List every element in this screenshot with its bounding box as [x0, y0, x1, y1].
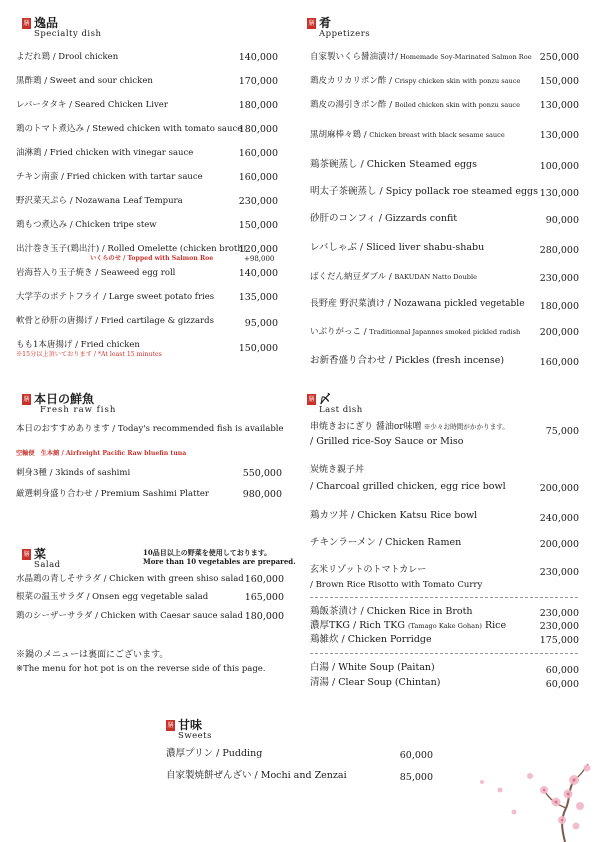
menu-price: 180,000: [238, 124, 278, 135]
menu-item: レバータタキ / Seared Chicken Liver: [16, 100, 168, 110]
menu-price: 60,000: [399, 750, 433, 761]
item-name-en: Homemade Soy-Marinated Salmon Roe: [397, 53, 532, 61]
menu-item: よだれ鶏 / Drool chicken: [16, 52, 119, 62]
item-name: 鶏皮カリカリポン酢 /: [310, 76, 395, 86]
menu-price: 980,000: [242, 489, 282, 500]
tuna-note: 空輸便 生本鮪 / Airfreight Pacific Raw bluefin tuna: [16, 450, 187, 457]
menu-price: 150,000: [238, 220, 278, 231]
menu-item: 鶏雑炊 / Chicken Porridge: [310, 634, 432, 645]
menu-price: 120,000: [238, 244, 278, 255]
item-name: 明太子茶碗蒸し / Spicy pollack roe steamed eggs: [310, 186, 538, 197]
menu-item: 黒酢鶏 / Sweet and sour chicken: [16, 76, 153, 86]
menu-price: 230,000: [539, 621, 579, 632]
menu-item: [310, 327, 520, 338]
menu-item: 軟骨と砂肝の唐揚げ / Fried cartilage & gizzards: [16, 316, 214, 326]
menu-item: 濃厚プリン / Pudding: [166, 748, 263, 759]
menu-price: 200,000: [539, 327, 579, 338]
menu-item: 鶏飯茶漬け / Chicken Rice in Broth: [310, 606, 473, 617]
salmon-roe-price: +98,000: [244, 255, 275, 263]
menu-item-en: / Charcoal grilled chicken, egg rice bowl: [310, 481, 506, 492]
menu-item: [310, 299, 525, 310]
menu-item: [310, 422, 509, 433]
menu-price: 75,000: [545, 426, 579, 437]
menu-item: [310, 186, 538, 198]
menu-item: 白湯 / White Soup (Paitan): [310, 662, 435, 673]
item-name: ばくだん納豆ダブル /: [310, 272, 395, 282]
item-name: 濃厚TKG / Rich TKG: [310, 620, 408, 631]
item-name: 自家製いくら醤油漬け/: [310, 52, 398, 62]
fish-subtitle: Fresh raw fish: [40, 405, 117, 415]
section-badge: 膳: [308, 20, 315, 27]
item-name: 黒胡麻棒々鶏 /: [310, 130, 370, 140]
specialty-subtitle: Specialty dish: [34, 29, 102, 39]
item-name-en: BAKUDAN Natto Double: [394, 273, 478, 281]
menu-price: 170,000: [238, 76, 278, 87]
menu-price: 90,000: [545, 215, 579, 226]
item-name-en: Chicken breast with black sesame sauce: [369, 131, 505, 139]
menu-price: 150,000: [238, 343, 278, 354]
menu-item: 鶏のシーザーサラダ / Chicken with Caesar sauce salad: [16, 611, 243, 621]
menu-item: [310, 620, 506, 632]
menu-price: 230,000: [238, 196, 278, 207]
menu-item: 炭焼き親子丼: [310, 465, 365, 475]
menu-price: 85,000: [399, 772, 433, 783]
salad-title: 菜: [34, 547, 47, 561]
menu-item-en: / Brown Rice Risotto with Tomato Curry: [310, 580, 483, 590]
divider: [310, 597, 578, 598]
last-dish-title: 〆: [319, 392, 332, 406]
section-badge: 膳: [308, 396, 315, 403]
section-badge: 膳: [23, 20, 30, 27]
menu-price: 135,000: [238, 292, 278, 303]
menu-price: 95,000: [244, 318, 278, 329]
fish-intro: 本日のおすすめあります / Today's recommended fish is available: [16, 424, 284, 434]
cherry-blossom-decoration: [470, 760, 595, 842]
item-name-small: (Tamago Kake Gohan): [407, 622, 482, 630]
menu-price: 130,000: [539, 130, 579, 141]
menu-item: [310, 242, 484, 254]
menu-item: 水晶鶏の青しそサラダ / Chicken with green shiso salad: [16, 574, 244, 584]
menu-item: 玄米リゾットのトマトカレー: [310, 565, 427, 575]
section-badge: 膳: [23, 551, 30, 558]
menu-item: [310, 213, 457, 225]
menu-price: 160,000: [238, 148, 278, 159]
salad-note: [143, 548, 296, 566]
section-badge: 膳: [167, 722, 174, 729]
menu-item: [310, 355, 504, 367]
menu-price: 200,000: [539, 539, 579, 550]
item-name: 串焼きおにぎり 醤油or味噌: [310, 422, 422, 432]
item-note: ※少々お時間がかかります。: [421, 423, 509, 431]
item-name-tail: Rice: [481, 620, 507, 631]
menu-price: 180,000: [238, 100, 278, 111]
menu-item: 厳選刺身盛り合わせ / Premium Sashimi Platter: [16, 489, 209, 499]
menu-price: 280,000: [539, 245, 579, 256]
appetizers-subtitle: Appetizers: [319, 29, 371, 39]
menu-price: 140,000: [238, 268, 278, 279]
menu-item: 刺身3種 / 3kinds of sashimi: [16, 468, 131, 478]
menu-price: 230,000: [539, 608, 579, 619]
menu-price: 200,000: [539, 483, 579, 494]
menu-price: 130,000: [539, 188, 579, 199]
menu-price: 550,000: [242, 468, 282, 479]
menu-item: 根菜の温玉サラダ / Onsen egg vegetable salad: [16, 592, 209, 602]
fish-title: 本日の鮮魚: [34, 392, 95, 406]
menu-price: 160,000: [244, 574, 284, 585]
menu-item: [310, 159, 477, 171]
menu-price: 160,000: [238, 172, 278, 183]
menu-price: 60,000: [545, 665, 579, 676]
menu-price: 130,000: [539, 100, 579, 111]
item-name: レバしゃぶ / Sliced liver shabu-shabu: [310, 242, 485, 253]
menu-price: 230,000: [539, 273, 579, 284]
specialty-title: 逸品: [34, 16, 59, 30]
salad-note-jp: 10品目以上の野菜を使用しております。: [143, 548, 272, 557]
salad-note-en: More than 10 vegetables are prepared.: [143, 557, 296, 566]
menu-item: 鶏のトマト煮込み / Stewed chicken with tomato sauce: [16, 124, 243, 134]
menu-item: 出汁巻き玉子(鶏出汁) / Rolled Omelette (chicken broth): [16, 244, 247, 254]
menu-item: もも1本唐揚げ / Fried chicken: [16, 340, 140, 350]
menu-item: 自家製焼餅ぜんざい / Mochi and Zenzai: [166, 770, 347, 781]
menu-price: 175,000: [539, 635, 579, 646]
salad-subtitle: Salad: [34, 560, 61, 570]
menu-price: 140,000: [238, 52, 278, 63]
menu-item: 大学芋のポテトフライ / Large sweet potato fries: [16, 292, 215, 302]
menu-price: 160,000: [539, 357, 579, 368]
menu-price: 250,000: [539, 52, 579, 63]
menu-price: 150,000: [539, 76, 579, 87]
item-name: いぶりがっこ /: [310, 327, 370, 337]
menu-item: チキンラーメン / Chicken Ramen: [310, 537, 462, 548]
menu-price: 240,000: [539, 513, 579, 524]
menu-item: 油淋鶏 / Fried chicken with vinegar sauce: [16, 148, 194, 158]
menu-price: 180,000: [539, 301, 579, 312]
menu-item: [310, 76, 520, 87]
item-name: 長野産 野沢菜漬け / Nozawana pickled vegetable: [310, 299, 525, 309]
menu-item-en: / Grilled rice-Soy Sauce or Miso: [310, 436, 464, 447]
menu-item: 鶏カツ丼 / Chicken Katsu Rice bowl: [310, 510, 478, 521]
menu-item: [310, 272, 477, 283]
appetizers-title: 肴: [319, 16, 332, 30]
item-name-en: Traditionnal Japannes smoked pickled radish: [369, 328, 521, 336]
item-name: 砂肝のコンフィ / Gizzards confit: [310, 213, 458, 224]
menu-item: 清湯 / Clear Soup (Chintan): [310, 677, 441, 688]
fried-chicken-note: ※15分以上頂いております / *At least 15 minutes: [16, 351, 162, 358]
item-name: 鶏茶碗蒸し / Chicken Steamed eggs: [310, 159, 478, 170]
last-dish-subtitle: Last dish: [319, 405, 363, 415]
item-name-en: Boiled chicken skin with ponzu sauce: [394, 101, 521, 109]
menu-item: 岩海苔入り玉子焼き / Seaweed egg roll: [16, 268, 176, 278]
sweets-subtitle: Sweets: [178, 731, 212, 741]
menu-price: 165,000: [244, 592, 284, 603]
divider: [310, 653, 578, 654]
salmon-roe-note: いくらのせ / Topped with Salmon Roe: [90, 255, 214, 262]
menu-item: [310, 130, 505, 141]
menu-item: チキン南蛮 / Fried chicken with tartar sauce: [16, 172, 203, 182]
menu-item: [310, 100, 520, 111]
menu-price: 180,000: [244, 611, 284, 622]
section-badge: 膳: [23, 396, 30, 403]
menu-item: 鶏もつ煮込み / Chicken tripe stew: [16, 220, 157, 230]
menu-price: 100,000: [539, 161, 579, 172]
item-name-en: Crispy chicken skin with ponzu sauce: [394, 77, 521, 85]
menu-price: 60,000: [545, 679, 579, 690]
menu-item: 野沢菜天ぷら / Nozawana Leaf Tempura: [16, 196, 183, 206]
item-name: 鶏皮の湯引きポン酢 /: [310, 100, 395, 110]
hotpot-note-en: ※The menu for hot pot is on the reverse side of this page.: [16, 664, 266, 674]
sweets-title: 甘味: [178, 718, 203, 732]
menu-item: [310, 52, 532, 63]
hotpot-note-jp: ※鍋のメニューは裏面にございます。: [16, 650, 169, 660]
menu-price: 230,000: [539, 567, 579, 578]
item-name: お新香盛り合わせ / Pickles (fresh incense): [310, 355, 505, 366]
